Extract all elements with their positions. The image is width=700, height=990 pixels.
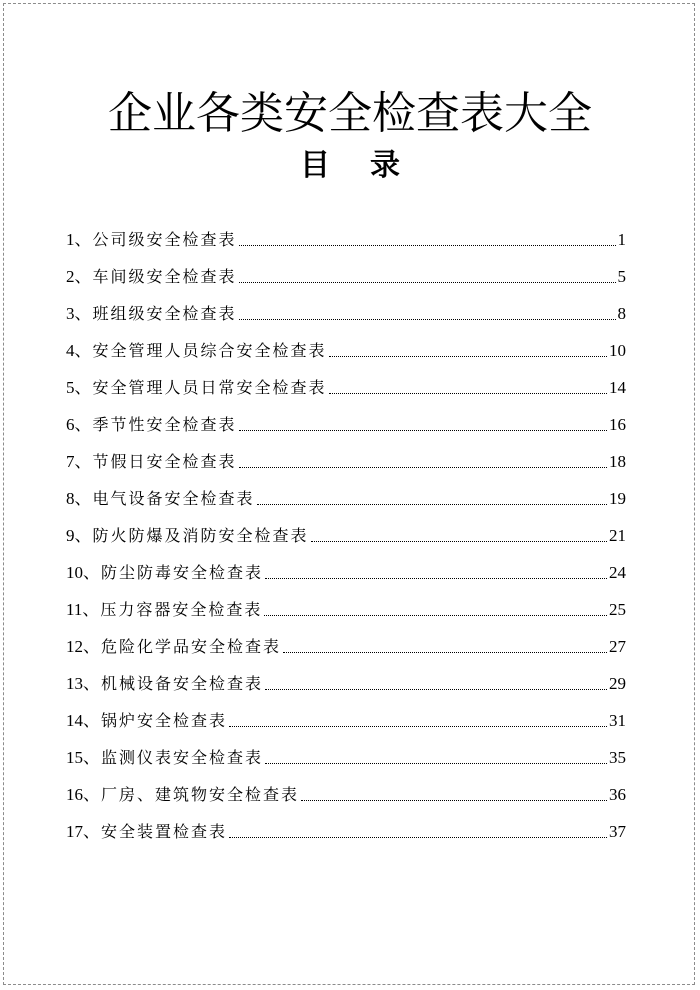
toc-entry-separator: 、: [74, 341, 93, 360]
toc-dot-leader: [329, 355, 607, 357]
toc-entry-title: 电气设备安全检查表: [92, 489, 255, 508]
toc-entry-title: 危险化学品安全检查表: [101, 637, 282, 656]
toc-entry-page-number: 14: [609, 378, 626, 397]
toc-entry-page-number: 1: [617, 230, 626, 249]
toc-entry[interactable]: [66, 214, 626, 251]
toc-entry-title: 监测仪表安全检查表: [101, 748, 264, 767]
toc-entry-number: 10: [66, 563, 83, 582]
toc-entry-page-number: 16: [609, 415, 626, 434]
toc-entry-title: 安全装置检查表: [101, 822, 228, 841]
table-of-contents: [66, 214, 626, 843]
toc-entry-page-number: 18: [609, 452, 626, 471]
toc-entry-page-number: 27: [609, 637, 626, 656]
toc-entry-number: 13: [66, 674, 83, 693]
toc-entry[interactable]: [66, 362, 626, 399]
toc-entry-separator: 、: [83, 637, 101, 656]
toc-dot-leader: [311, 540, 607, 542]
toc-dot-leader: [265, 577, 607, 579]
toc-entry-title: 安全管理人员日常安全检查表: [92, 378, 327, 397]
toc-entry-separator: 、: [74, 415, 93, 434]
toc-entry-title: 季节性安全检查表: [92, 415, 237, 434]
toc-entry[interactable]: [66, 510, 626, 547]
toc-entry-number: 9: [66, 526, 75, 545]
toc-entry[interactable]: [66, 288, 626, 325]
toc-entry-title: 防尘防毒安全检查表: [101, 563, 264, 582]
toc-entry-separator: 、: [74, 526, 93, 545]
toc-entry-separator: 、: [74, 304, 93, 323]
toc-entry-page-number: 37: [609, 822, 626, 841]
toc-entry-separator: 、: [74, 452, 93, 471]
toc-entry-page-number: 24: [609, 563, 626, 582]
toc-dot-leader: [239, 429, 607, 431]
toc-dot-leader: [239, 281, 616, 283]
toc-entry-page-number: 10: [609, 341, 626, 360]
toc-entry-number: 3: [66, 304, 75, 323]
toc-entry-page-number: 35: [609, 748, 626, 767]
toc-dot-leader: [239, 318, 616, 320]
toc-entry-separator: 、: [83, 674, 101, 693]
toc-entry-title: 车间级安全检查表: [92, 267, 237, 286]
toc-entry-number: 7: [66, 452, 75, 471]
toc-entry[interactable]: [66, 547, 626, 584]
toc-entry[interactable]: [66, 584, 626, 621]
toc-dot-leader: [257, 503, 607, 505]
toc-entry-separator: 、: [74, 267, 93, 286]
toc-entry-number: 1: [66, 230, 75, 249]
toc-entry[interactable]: [66, 732, 626, 769]
toc-entry-page-number: 21: [609, 526, 626, 545]
toc-entry-number: 11: [66, 600, 83, 619]
toc-entry-separator: 、: [74, 489, 93, 508]
toc-entry[interactable]: [66, 325, 626, 362]
toc-entry-separator: 、: [74, 230, 93, 249]
toc-dot-leader: [229, 836, 607, 838]
toc-entry[interactable]: [66, 473, 626, 510]
toc-entry-number: 12: [66, 637, 83, 656]
toc-entry-number: 14: [66, 711, 83, 730]
toc-entry[interactable]: [66, 621, 626, 658]
toc-dot-leader: [264, 614, 607, 616]
toc-dot-leader: [283, 651, 607, 653]
toc-entry[interactable]: [66, 251, 626, 288]
toc-dot-leader: [239, 466, 607, 468]
toc-entry-title: 安全管理人员综合安全检查表: [92, 341, 327, 360]
toc-entry-number: 8: [66, 489, 75, 508]
toc-entry[interactable]: [66, 769, 626, 806]
toc-entry-number: 15: [66, 748, 83, 767]
toc-entry-number: 4: [66, 341, 75, 360]
toc-entry[interactable]: [66, 806, 626, 843]
toc-entry-separator: 、: [83, 822, 101, 841]
toc-entry-separator: 、: [82, 600, 101, 619]
toc-entry-page-number: 8: [617, 304, 626, 323]
toc-dot-leader: [229, 725, 607, 727]
toc-entry[interactable]: [66, 695, 626, 732]
toc-entry-title: 防火防爆及消防安全检查表: [92, 526, 309, 545]
toc-dot-leader: [265, 688, 607, 690]
toc-entry-number: 16: [66, 785, 83, 804]
toc-entry-title: 节假日安全检查表: [92, 452, 237, 471]
toc-entry-page-number: 29: [609, 674, 626, 693]
toc-entry[interactable]: [66, 436, 626, 473]
toc-entry-title: 机械设备安全检查表: [101, 674, 264, 693]
toc-entry-page-number: 25: [609, 600, 626, 619]
toc-entry-separator: 、: [74, 378, 93, 397]
toc-dot-leader: [239, 244, 616, 246]
toc-heading: 目录: [300, 148, 440, 183]
toc-entry-number: 2: [66, 267, 75, 286]
toc-entry-page-number: 19: [609, 489, 626, 508]
toc-entry-title: 压力容器安全检查表: [100, 600, 263, 619]
toc-entry-title: 锅炉安全检查表: [101, 711, 228, 730]
toc-entry-page-number: 31: [609, 711, 626, 730]
toc-dot-leader: [265, 762, 607, 764]
toc-entry-title: 厂房、建筑物安全检查表: [101, 785, 300, 804]
toc-entry-number: 17: [66, 822, 83, 841]
toc-dot-leader: [329, 392, 607, 394]
document-title: 企业各类安全检查表大全: [108, 88, 592, 139]
toc-dot-leader: [301, 799, 607, 801]
toc-entry-page-number: 36: [609, 785, 626, 804]
toc-entry-separator: 、: [83, 563, 101, 582]
toc-entry-title: 公司级安全检查表: [92, 230, 237, 249]
toc-entry-number: 5: [66, 378, 75, 397]
toc-entry-separator: 、: [83, 785, 101, 804]
toc-entry-separator: 、: [83, 748, 101, 767]
toc-entry-number: 6: [66, 415, 75, 434]
toc-entry-page-number: 5: [617, 267, 626, 286]
toc-entry[interactable]: [66, 658, 626, 695]
toc-entry-separator: 、: [83, 711, 101, 730]
toc-entry[interactable]: [66, 399, 626, 436]
toc-entry-title: 班组级安全检查表: [92, 304, 237, 323]
